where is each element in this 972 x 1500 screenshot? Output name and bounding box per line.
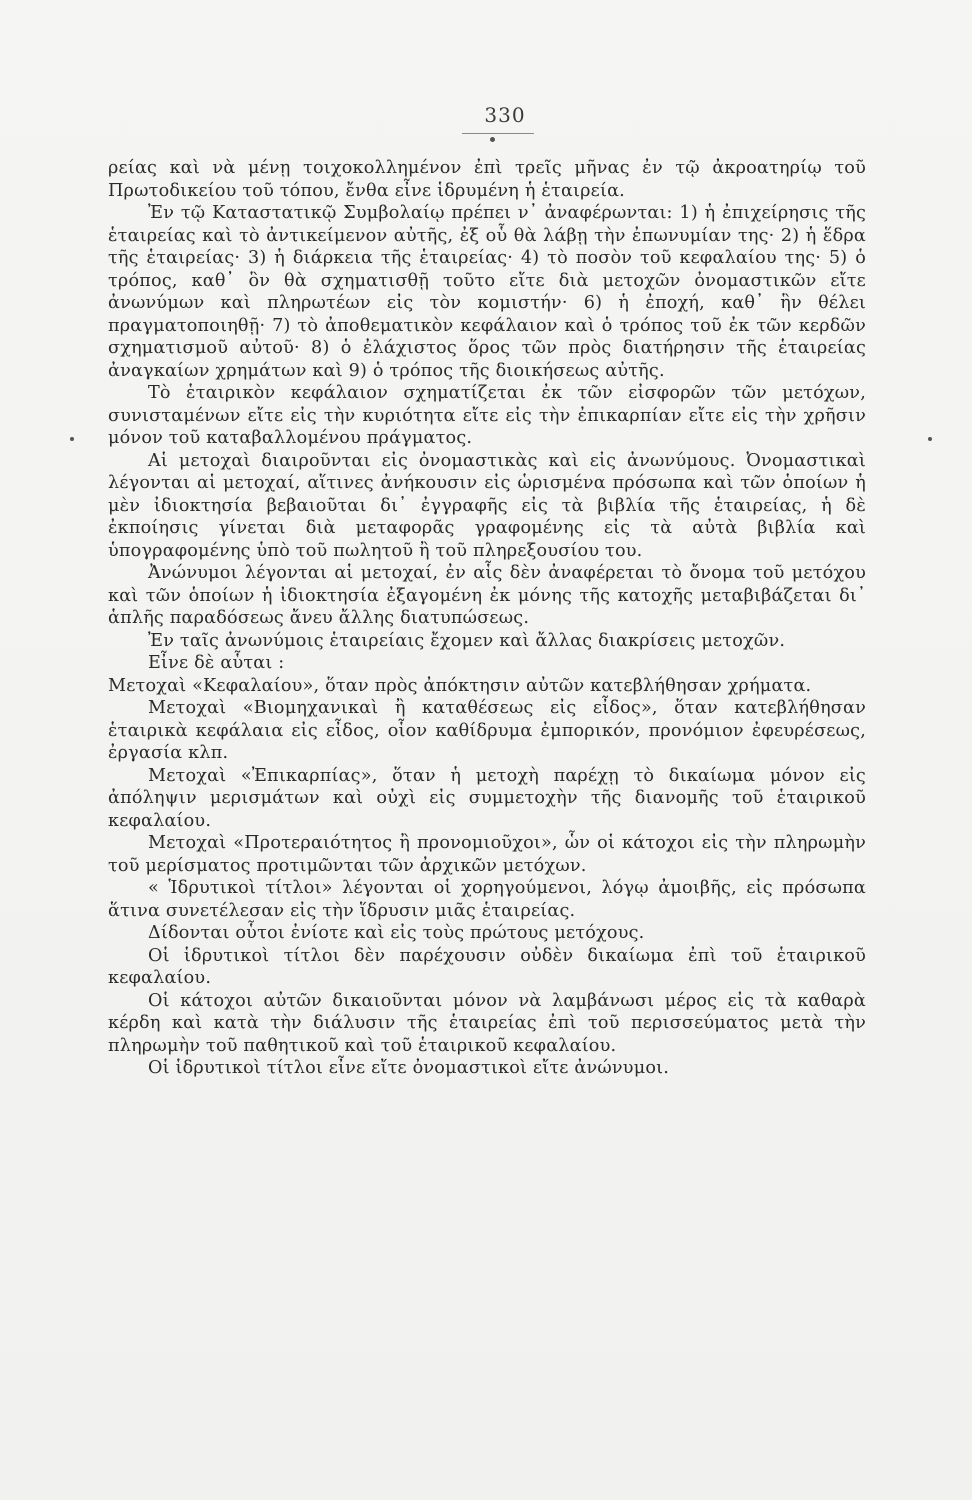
paragraph-usufruct-shares: Μετοχαὶ «Ἐπικαρπίας», ὅταν ἡ μετοχὴ παρέχῃ τὸ δικαίωμα μόνον εἰς ἀπόληψιν μερισμάτων καὶ οὐχὶ εἰς συμμετοχὴν τῆς διανομῆς τοῦ ἑταιρικοῦ κεφαλαίου. (108, 765, 866, 831)
paragraph-these-are: Εἶνε δὲ αὗται : (148, 653, 285, 673)
body-text (108, 157, 866, 1080)
paragraph-given-to-first: Δίδονται οὗτοι ἐνίοτε καὶ εἰς τοὺς πρώτους μετόχους. (148, 923, 645, 943)
paragraph-bearer-shares: Ἀνώνυμοι λέγονται αἱ μετοχαί, ἐν αἷς δὲν ἀναφέρεται τὸ ὄνομα τοῦ μετόχου καὶ τῶν ὁποίων ἡ ἰδιοκτησία ἐξαγομένη ἐκ μόνης τῆς κατοχῆς μεταβιβάζεται δι᾽ ἁπλῆς παραδόσεως ἄνευ ἄλλης διατυπώσεως. (108, 563, 866, 628)
print-speck-right (928, 437, 932, 441)
paragraph-industrial-shares: Μετοχαὶ «Βιομηχανικαὶ ἢ καταθέσεως εἰς εἶδος», ὅταν κατεβλήθησαν ἑταιρικὰ κεφάλαια εἰς εἶδος, οἷον καθίδρυμα ἐμπορικόν, προνόμιον ἐφευρέσεως, ἐργασία κλπ. (108, 698, 866, 763)
paragraph-share-types: Αἱ μετοχαὶ διαιροῦνται εἰς ὀνομαστικὰς καὶ εἰς ἀνωνύμους. Ὀνομαστικαὶ λέγονται αἱ μετοχαί, αἵτινες ἀνήκουσιν εἰς ὡρισμένα πρόσωπα καὶ τῶν ὁποίων ἡ μὲν ἰδιοκτησία βεβαιοῦται δι᾽ ἐγγραφῆς εἰς τὰ βιβλία τῆς ἑταιρείας, ἡ δὲ ἐκποίησις γίνεται διὰ μεταφορᾶς γραφομένης εἰς τὰ αὐτὰ βιβλία καὶ ὑπογραφομένης ὑπὸ τοῦ πωλητοῦ ἢ τοῦ πληρεξουσίου του. (108, 450, 866, 561)
page-number-rule (462, 133, 534, 134)
paragraph-continuation: ρείας καὶ νὰ μένῃ τοιχοκολλημένον ἐπὶ τρεῖς μῆνας ἐν τῷ ἀκροατηρίῳ τοῦ Πρωτοδικείου τοῦ τόπου, ἔνθα εἶνε ἱδρυμένη ἡ ἑταιρεία. (108, 158, 866, 201)
paragraph-capital-shares: Μετοχαὶ «Κεφαλαίου», ὅταν πρὸς ἀπόκτησιν αὐτῶν κατεβλήθησαν χρήματα. (108, 675, 812, 696)
paragraph-no-capital-right: Οἱ ἱδρυτικοὶ τίτλοι δὲν παρέχουσιν οὐδὲν δικαίωμα ἐπὶ τοῦ ἑταιρικοῦ κεφαλαίου. (108, 945, 866, 988)
paragraph-statute-contents: Ἐν τῷ Καταστατικῷ Συμβολαίῳ πρέπει ν᾽ ἀναφέρωνται: 1) ἡ ἐπιχείρησις τῆς ἑταιρείας καὶ τὸ ἀντικείμενον αὐτῆς, ἐξ οὗ θὰ λάβῃ τὴν ἐπωνυμίαν της· 2) ἡ ἕδρα τῆς ἑταιρείας· 3) ἡ διάρκεια τῆς ἑταιρείας· 4) τὸ ποσὸν τοῦ κεφαλαίου της· 5) ὁ τρόπος, καθ᾽ ὃν θὰ σχηματισθῇ τοῦτο εἴτε διὰ μετοχῶν ὀνομαστικῶν εἴτε ἀνωνύμων καὶ πληρωτέων εἰς τὸν κομιστήν· 6) ἡ ἐποχή, καθ᾽ ἣν θέλει πραγματοποιηθῇ· 7) τὸ ἀποθεματικὸν κεφάλαιον καὶ ὁ τρόπος τοῦ ἐκ τῶν κερδῶν σχηματισμοῦ αὐτοῦ· 8) ὁ ἐλάχιστος ὅρος τῶν πρὸς διατήρησιν τῆς ἑταιρείας ἀναγκαίων χρημάτων καὶ 9) ὁ τρόπος τῆς διοικήσεως αὐτῆς. (108, 203, 866, 381)
print-speck-left (70, 437, 74, 441)
paragraph-preference-shares: Μετοχαὶ «Προτεραιότητος ἢ προνομιοῦχοι», ὧν οἱ κάτοχοι εἰς τὴν πληρωμὴν τοῦ μερίσματος προτιμῶνται τῶν ἀρχικῶν μετόχων. (108, 833, 866, 876)
paragraph-other-distinctions: Ἐν ταῖς ἀνωνύμοις ἑταιρείαις ἔχομεν καὶ ἄλλας διακρίσεις μετοχῶν. (148, 630, 786, 651)
paragraph-holders-profits: Οἱ κάτοχοι αὐτῶν δικαιοῦνται μόνον νὰ λαμβάνωσι μέρος εἰς τὰ καθαρὰ κέρδη καὶ κατὰ τὴν διάλυσιν τῆς ἑταιρείας ἐπὶ τοῦ περισσεύματος μετὰ τὴν πληρωμὴν τοῦ παθητικοῦ καὶ τοῦ ἑταιρικοῦ κεφαλαίου. (108, 990, 866, 1056)
print-speck-top (490, 137, 495, 142)
paragraph-founder-titles: « Ἱδρυτικοὶ τίτλοι» λέγονται οἱ χορηγούμενοι, λόγῳ ἀμοιβῆς, εἰς πρόσωπα ἅτινα συνετέλεσαν εἰς τὴν ἵδρυσιν μιᾶς ἑταιρείας. (108, 878, 866, 921)
page-number: 330 (484, 103, 526, 127)
paragraph-capital-formation: Τὸ ἑταιρικὸν κεφάλαιον σχηματίζεται ἐκ τῶν εἰσφορῶν τῶν μετόχων, συνισταμένων εἴτε εἰς τὴν κυριότητα εἴτε εἰς τὴν ἐπικαρπίαν εἴτε εἰς τὴν χρῆσιν μόνον τοῦ καταβαλλομένου πράγματος. (108, 383, 866, 448)
paragraph-titles-kinds: Οἱ ἱδρυτικοὶ τίτλοι εἶνε εἴτε ὀνομαστικοὶ εἴτε ἀνώνυμοι. (148, 1058, 670, 1078)
